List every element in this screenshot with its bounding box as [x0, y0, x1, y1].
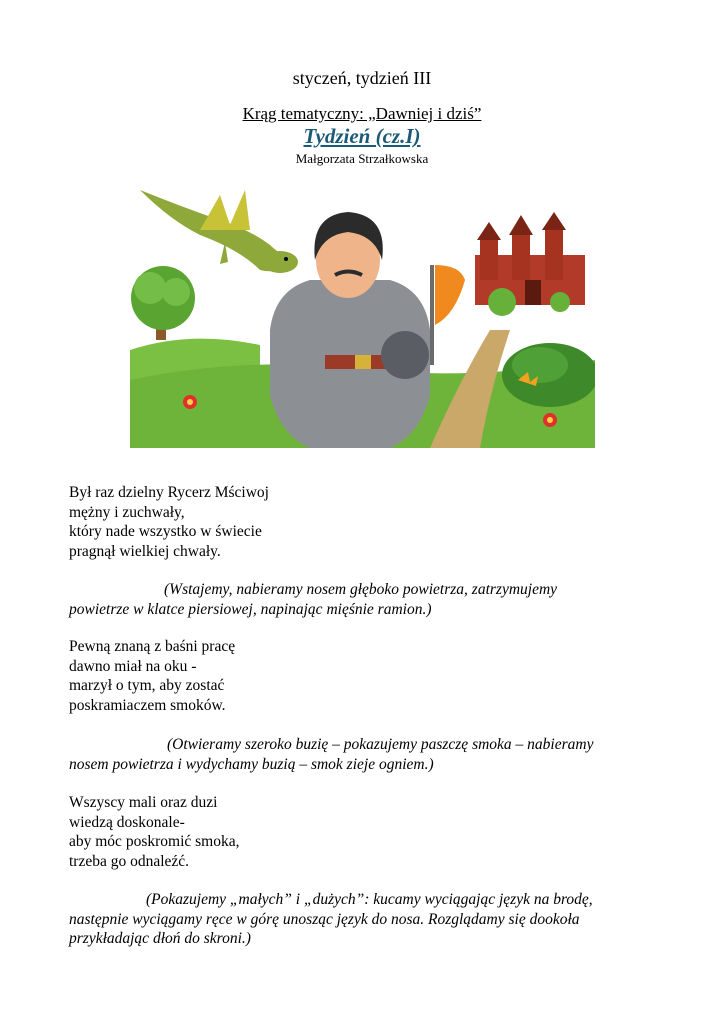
stanza-line: dawno miał na oku -: [69, 657, 197, 675]
author-name: Małgorzata Strzałkowska: [295, 151, 429, 166]
stanza-line: trzeba go odnaleźć.: [69, 852, 190, 870]
orange-flag: [435, 265, 465, 325]
castle: [475, 212, 585, 305]
knight-helmet: [381, 331, 429, 379]
knight-dragon-castle-illustration: [130, 180, 595, 448]
instruction-line: następnie wyciągamy ręce w górę unosząc język do nosa. Rozglądamy się dookoła: [69, 910, 580, 928]
stanza-line: Wszyscy mali oraz duzi: [69, 794, 218, 811]
stanza-line: poskramiaczem smoków.: [69, 696, 226, 714]
instruction-line: (Pokazujemy „małych” i „dużych”: kucamy wyciągając język na brodę,: [146, 891, 593, 908]
page-title: Tydzień (cz.I): [303, 124, 421, 148]
instruction-line: przykładając dłoń do skroni.): [69, 930, 251, 947]
instruction-3: [69, 890, 669, 949]
instruction-2: [69, 735, 669, 774]
date-line: styczeń, tydzień III: [292, 68, 432, 88]
stanza-1: [69, 483, 269, 561]
instruction-1: [69, 580, 669, 619]
instruction-line: powietrze w klatce piersiowej, napinając mięśnie ramion.): [69, 600, 432, 618]
instruction-line: nosem powietrza i wydychamy buzią – smok zieje ogniem.): [69, 755, 434, 773]
stanza-line: marzył o tym, aby zostać: [69, 677, 225, 694]
instruction-line: (Wstajemy, nabieramy nosem głęboko powietrza, zatrzymujemy: [164, 581, 558, 598]
stanza-line: pragnął wielkiej chwały.: [69, 542, 221, 560]
stanza-line: aby móc poskromić smoka,: [69, 833, 240, 850]
stanza-line: wiedzą doskonale-: [69, 813, 185, 831]
knight: [270, 212, 430, 448]
instruction-line: (Otwieramy szeroko buzię – pokazujemy paszczę smoka – nabieramy: [167, 736, 594, 753]
stanza-3: [69, 793, 239, 871]
dragon: [140, 190, 298, 273]
stanza-line: Był raz dzielny Rycerz Mściwoj: [69, 484, 269, 501]
stanza-2: [69, 637, 235, 715]
stanza-line: który nade wszystko w świecie: [69, 523, 262, 540]
theme-line: Krąg tematyczny: „Dawniej i dziś”: [242, 104, 482, 123]
stanza-line: Pewną znaną z baśni pracę: [69, 638, 236, 655]
stanza-line: mężny i zuchwały,: [69, 503, 185, 521]
